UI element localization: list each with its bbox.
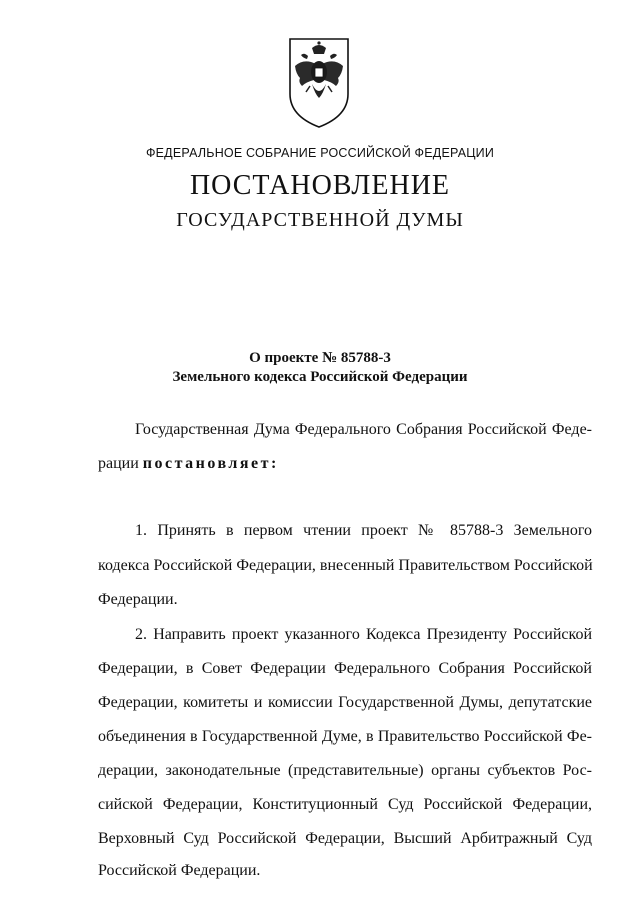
preamble-prefix: рации [98,455,139,472]
item-2-line-8: Российской Федерации. [98,862,261,879]
item-2-line-1: 2. Направить проект указанного Кодекса Президенту Российской [135,626,592,643]
organization-name: ФЕДЕРАЛЬНОЕ СОБРАНИЕ РОССИЙСКОЙ ФЕДЕРАЦИИ [145,146,495,160]
preamble-line-2 [98,454,592,474]
russian-coat-of-arms-icon [286,36,352,130]
item-2-line-2: Федерации, в Совет Федерации Федерального Собрания Российской [98,660,592,677]
item-2-line-4: объединения в Государственной Думе, в Правительство Российской Фе- [98,728,592,745]
item-1-line-3: Федерации. [98,591,178,608]
preamble-line-1: Государственная Дума Федерального Собрания Российской Феде- [135,421,592,438]
item-2-line-3: Федерации, комитеты и комиссии Государственной Думы, депутатские [98,694,592,711]
subject-line-2: Земельного кодекса Российской Федерации [172,369,468,385]
subject-line-1: О проекте № 85788-3 [249,350,391,366]
preamble-resolves: постановляет: [142,455,279,472]
item-2-line-7: Верховный Суд Российской Федерации, Высший Арбитражный Суд [98,830,592,847]
document-type-title: ПОСТАНОВЛЕНИЕ [189,170,451,201]
item-1-line-1: 1. Принять в первом чтении проект № 85788-3 Земельного [135,522,592,539]
document-subject [0,349,640,387]
item-2-line-6: сийской Федерации, Конституционный Суд Российской Федерации, [98,796,592,813]
item-2-line-5: дерации, законодательные (представительные) органы субъектов Рос- [98,762,592,779]
item-1-line-2: кодекса Российской Федерации, внесенный Правительством Российской [98,557,593,574]
document-subtype-title: ГОСУДАРСТВЕННОЙ ДУМЫ [176,209,464,231]
